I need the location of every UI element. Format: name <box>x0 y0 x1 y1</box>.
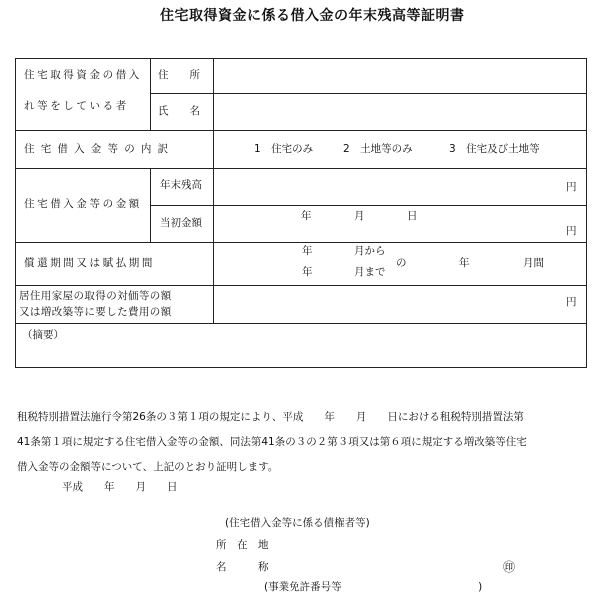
repayment-start-month: 月から <box>354 245 386 257</box>
remarks-label: （摘要） <box>22 329 64 341</box>
creditor-name-label: 名 称 <box>216 561 269 573</box>
statement-line-3: 借入金等の金額等について、上記のとおり証明します。 <box>17 461 279 473</box>
remarks-field[interactable] <box>90 324 586 367</box>
statement-line-1: 租税特別措置法施行令第26条の３第１項の規定により、平成 年 月 日における租税特別措置法第 <box>17 411 524 423</box>
loan-option-land[interactable]: 2 土地等のみ <box>343 143 413 155</box>
repayment-start-year: 年 <box>302 245 313 257</box>
address-label: 住 所 <box>158 69 200 81</box>
cost-label-line1: 居住用家屋の取得の対価等の額 <box>19 290 172 302</box>
repayment-period-label: 償還期間又は賦払期間 <box>24 257 155 269</box>
statement-paragraph <box>17 405 587 480</box>
loan-option-house-and-land[interactable]: 3 住宅及び土地等 <box>449 143 540 155</box>
repayment-end-month: 月まで <box>354 266 386 278</box>
repayment-end-year: 年 <box>302 266 313 278</box>
initial-amount-label: 当初金額 <box>160 217 202 229</box>
initial-amount-yen: 円 <box>566 225 577 237</box>
statement-line-2: 41条第１項に規定する住宅借入金等の金額、同法第41条の３の２第３項又は第６項に規定する増改築等住宅 <box>17 436 527 448</box>
seal-icon: ㊞ <box>503 560 516 574</box>
cost-label-line2: 又は増改築等に要した費用の額 <box>19 306 172 318</box>
name-field[interactable] <box>214 94 586 130</box>
loan-amount-label: 住宅借入金等の金額 <box>24 198 142 210</box>
cost-yen: 円 <box>566 296 577 308</box>
creditor-header: (住宅借入金等に係る債権者等) <box>225 517 370 529</box>
name-label: 氏 名 <box>158 105 200 117</box>
certificate-title: 住宅取得資金に係る借入金の年末残高等証明書 <box>160 8 465 24</box>
borrower-label-line2: れ等をしている者 <box>24 100 129 112</box>
borrower-label-line1: 住宅取得資金の借入 <box>24 69 142 81</box>
address-field[interactable] <box>214 59 586 93</box>
creditor-location-label: 所 在 地 <box>216 539 269 551</box>
year-end-balance-yen: 円 <box>566 181 577 193</box>
creditor-license-number: (事業免許番号等 ) <box>264 581 483 593</box>
year-end-balance-label: 年末残高 <box>160 179 202 191</box>
repayment-years: 年 <box>459 257 470 269</box>
initial-date-day: 日 <box>407 210 418 222</box>
loan-content-label: 住宅借入金等の内訳 <box>24 143 175 155</box>
certificate-date: 平成 年 月 日 <box>62 481 178 493</box>
initial-date-year: 年 <box>301 210 312 222</box>
repayment-no: の <box>396 257 407 269</box>
loan-option-house[interactable]: 1 住宅のみ <box>254 143 314 155</box>
initial-date-month: 月 <box>354 210 365 222</box>
repayment-months: 月間 <box>523 257 544 269</box>
